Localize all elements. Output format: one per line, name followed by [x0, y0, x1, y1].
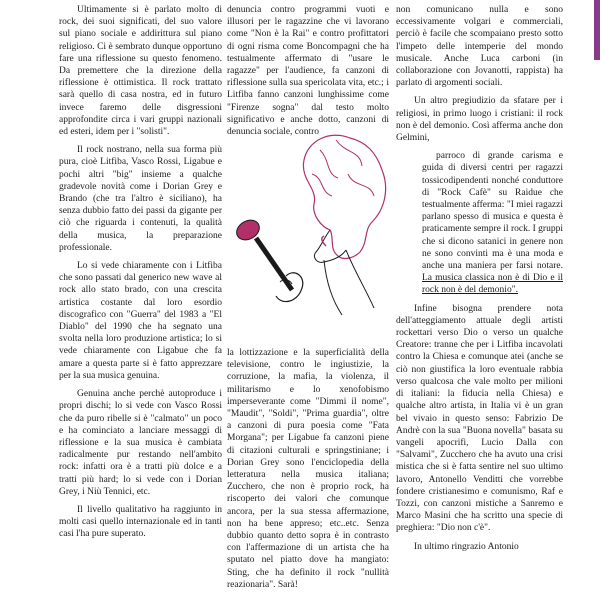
paragraph-intro: Ultimamente si è parlato molto di rock, dei suoi significati, del suo valore sul piano sociale e addirittura sul piano religioso. Ci è sembrato dunque opportuno fare una riflessione su questo fenomeno. Da premettere che la direzione della riflessione è ottimistica. Il rock trattato sarà quello di casa nostra, ed in futuro invece faremo delle disgressioni approfondite circa i vari gruppi nazionali ed esteri, idem per i "solisti".	[59, 5, 222, 138]
page-edge-marker	[594, 0, 600, 60]
article-column-1	[59, 4, 222, 547]
paragraph-infine: Infine bisogna prendere nota dell'atteggiamento attuale degli artisti rockettari verso Dio o verso un qualche Creatore: tranne che per i Litfiba incavolati contro la Chiesa e comunque atei (anche se ciò non giustifica la loro eventuale rabbia verso qualcosa che vale molto per milioni di italiani: la fiducia nella Chiesa) e qualche altro artista, in Italia vi è un gran bel vivaio in questo senso: Fabrizio De Andrè con la sua "Buona novella" basata su vangeli apocrifi, Lucio Dalla con "Salvami", Zucchero che ha avuto una crisi mistica che si è fatta sentire nel suo ultimo lavoro, Antonello Venditti che vorrebbe fondere cristianesimo e comunismo, Raf e Tozzi, con canzoni mistiche a Sanremo e Marco Masini che ha scritto una specie di preghiera: "Dio non c'è".	[396, 303, 563, 534]
paragraph-ringrazio: In ultimo ringrazio Antonio	[414, 541, 519, 552]
paragraph-denuncia: denuncia contro programmi vuoti e illusori per le ragazzine che vi lavorano come "Non è la Rai" e contro profittatori di ogni risma come Boncompagni che ha testualmente affermato di "usare le ragazze" per l'audience, fa canzoni di riflessione sulla sua spericolata vita, etc.; i Litfiba fanno canzoni lunghissime come "Firenze sogna" dal testo molto significativo e anche dotto, canzoni di denuncia sociale, contro	[227, 5, 389, 138]
paragraph-rock-nostrano: Il rock nostrano, nella sua forma più pura, cioè Litfiba, Vasco Rossi, Ligabue e pochi altri "big" insieme a qualche gradevole novità come i Dorian Grey e Brando (che tra l'altro è siciliano), ha senza dubbio fatto dei passi da gigante per ciò che riguarda i contenuti, la qualità della musica, la preparazione professionale.	[59, 145, 222, 253]
underlined-quote: La musica classica non è di Dio e il rock non è del demonio".	[422, 273, 563, 296]
paragraph-lottizzazione: la lottizzazione e la superficialità della televisione, contro le ingiustizie, la corruzione, la mafia, la violenza, il militarismo e lo xenofobismo imperseverante come "Dimmi il nome", "Maudit", "Soldi", "Prima guardia", oltre a canzoni di pura poesia come "Fata Morgana"; per Ligabue fa canzoni piene di citazioni culturali e springstiniane; i Dorian Grey sono l'enciclopedia della letteratura nella musica italiana; Zucchero, che non è proprio rock, ha riscoperto dei valori che comunque ancora, per la sua stessa affermazione, non ha bene appreso; etc..etc. Senza dubbio quanto detto sopra è in contrasto con l'affermazione di un artista che ha sputato nel piatto dove ha mangiato: Sting, che ha definito il rock "nullità reazionaria". Sarà!	[227, 348, 389, 590]
microphone-icon	[226, 210, 306, 320]
paragraph-livello: Il livello qualitativo ha raggiunto in molti casi quello internazionale ed in tanti casi l'ha pure superato.	[59, 504, 222, 540]
paragraph-genuina: Genuina anche perchè autoproduce i propri dischi; lo si vede con Vasco Rossi che da puro ribelle si è "calmato" un poco e ha cominciato a lanciare messaggi di riflessione e la sua musica è cambiata radicalmente pur restando nell'ambito rock: infatti ora è a tratti più dolce e a tratti più hard; lo si vede con i Dorian Grey, i Niù Tennici, etc.	[59, 389, 222, 497]
paragraph-pregiudizio: Un altro pregiudizio da sfatare per i religiosi, in primo luogo i cristiani: il rock non è del demonio. Così afferma anche don Gelmini,	[396, 96, 563, 144]
article-column-2	[227, 4, 389, 590]
paragraph-litfiba: Lo si vede chiaramente con i Litfiba che sono passati dal generico new wave al rock allo stato brado, con una crescita artistica costante dal loro esordio discografico con "Guerra" del 1983 a "El Diablo" del 1990 che ha segnato una svolta nella loro produzione artistica; lo si vede chiaramente con Ligabue che fa amare a questa parte si è fatto apprezzare per la sua musica genuina.	[59, 261, 222, 381]
paragraph-volgari: non comunicano nulla e sono eccessivamente volgari e commerciali, perciò è facile che scompaiano presto sotto l'impeto delle intemperie del mondo musicale. Anche Luca carboni (in collaborazione con Jovanotti, rappista) ha parlato di argomenti sociali.	[396, 5, 563, 89]
paragraph-gelmini-quote: parroco di grande carisma e guida di diversi centri per ragazzi tossicodipendenti nonché conduttore di "Rock Cafè" su Raidue che testualmente afferma: "I miei ragazzi parlano spesso di musica e questa è praticamente sempre il rock. I gruppi che si dicono satanici in genere non ne sono convinti ma è una moda e anche una maniera per farsi notare. La musica classica non è di Dio e il rock non è del demonio".	[422, 151, 563, 296]
article-column-3	[396, 4, 563, 559]
